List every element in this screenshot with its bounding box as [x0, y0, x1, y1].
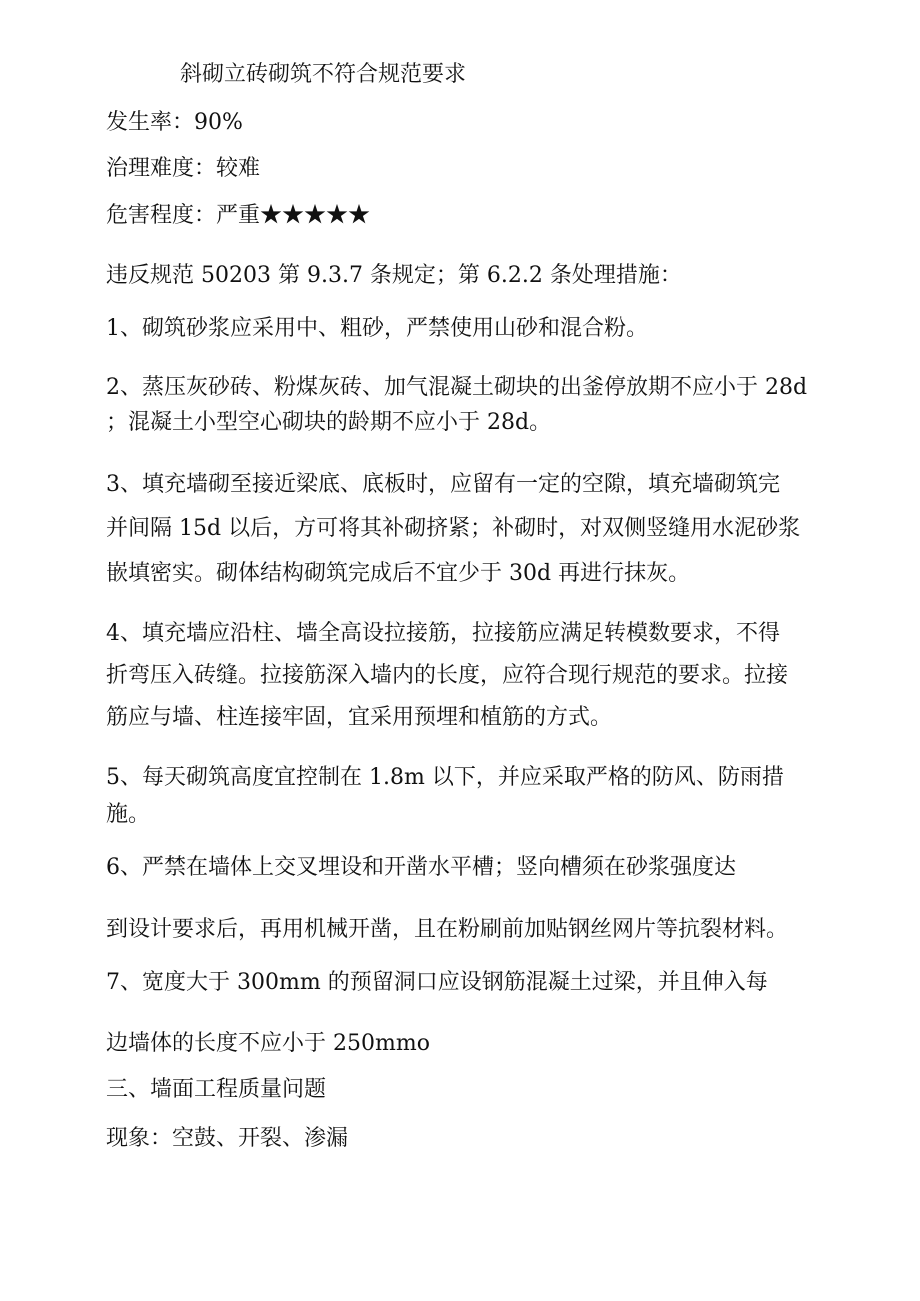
occurrence-rate: 发生率：90%: [106, 110, 243, 135]
measure-1-line-1: 1、砌筑砂浆应采用中、粗砂，严禁使用山砂和混合粉。: [106, 316, 648, 341]
measure-4-line-1: 4、填充墙应沿柱、墙全高设拉接筋，拉接筋应满足转模数要求，不得: [106, 621, 780, 646]
measure-6-line-1: 6、严禁在墙体上交叉埋设和开凿水平槽；竖向槽须在砂浆强度达: [106, 855, 736, 880]
violation-clause: 违反规范 50203 第 9.3.7 条规定；第 6.2.2 条处理措施：: [106, 263, 682, 288]
measure-2-line-1: 2、蒸压灰砂砖、粉煤灰砖、加气混凝土砌块的出釜停放期不应小于 28d: [106, 375, 808, 400]
measure-2-line-2: ；混凝土小型空心砌块的龄期不应小于 28d。: [106, 410, 552, 435]
measure-7-line-2: 边墙体的长度不应小于 250mmo: [106, 1031, 430, 1056]
measure-3-line-2: 并间隔 15d 以后，方可将其补砌挤紧；补砌时，对双侧竖缝用水泥砂浆: [106, 516, 801, 541]
measure-5-line-2: 施。: [106, 802, 151, 827]
measure-4-line-2: 折弯压入砖缝。拉接筋深入墙内的长度，应符合现行规范的要求。拉接: [106, 663, 789, 688]
treatment-difficulty: 治理难度：较难: [106, 156, 261, 181]
measure-5-line-1: 5、每天砌筑高度宜控制在 1.8m 以下，并应采取严格的防风、防雨措: [106, 765, 784, 790]
measure-7-line-1: 7、宽度大于 300mm 的预留洞口应设钢筋混凝土过梁，并且伸入每: [106, 970, 768, 995]
phenomenon-line: 现象：空鼓、开裂、渗漏: [106, 1126, 349, 1151]
section-heading: 三、墙面工程质量问题: [106, 1077, 327, 1102]
measure-4-line-3: 筋应与墙、柱连接牢固，宜采用预埋和植筋的方式。: [106, 705, 613, 730]
measure-3-line-3: 嵌填密实。砌体结构砌筑完成后不宜少于 30d 再进行抹灰。: [106, 561, 691, 586]
measure-3-line-1: 3、填充墙砌至接近梁底、底板时，应留有一定的空隙，填充墙砌筑完: [106, 472, 780, 497]
doc-title: 斜砌立砖砌筑不符合规范要求: [180, 62, 467, 87]
measure-6-line-2: 到设计要求后，再用机械开凿，且在粉刷前加贴钢丝网片等抗裂材料。: [106, 917, 789, 942]
hazard-level: 危害程度：严重★★★★★: [106, 203, 371, 228]
